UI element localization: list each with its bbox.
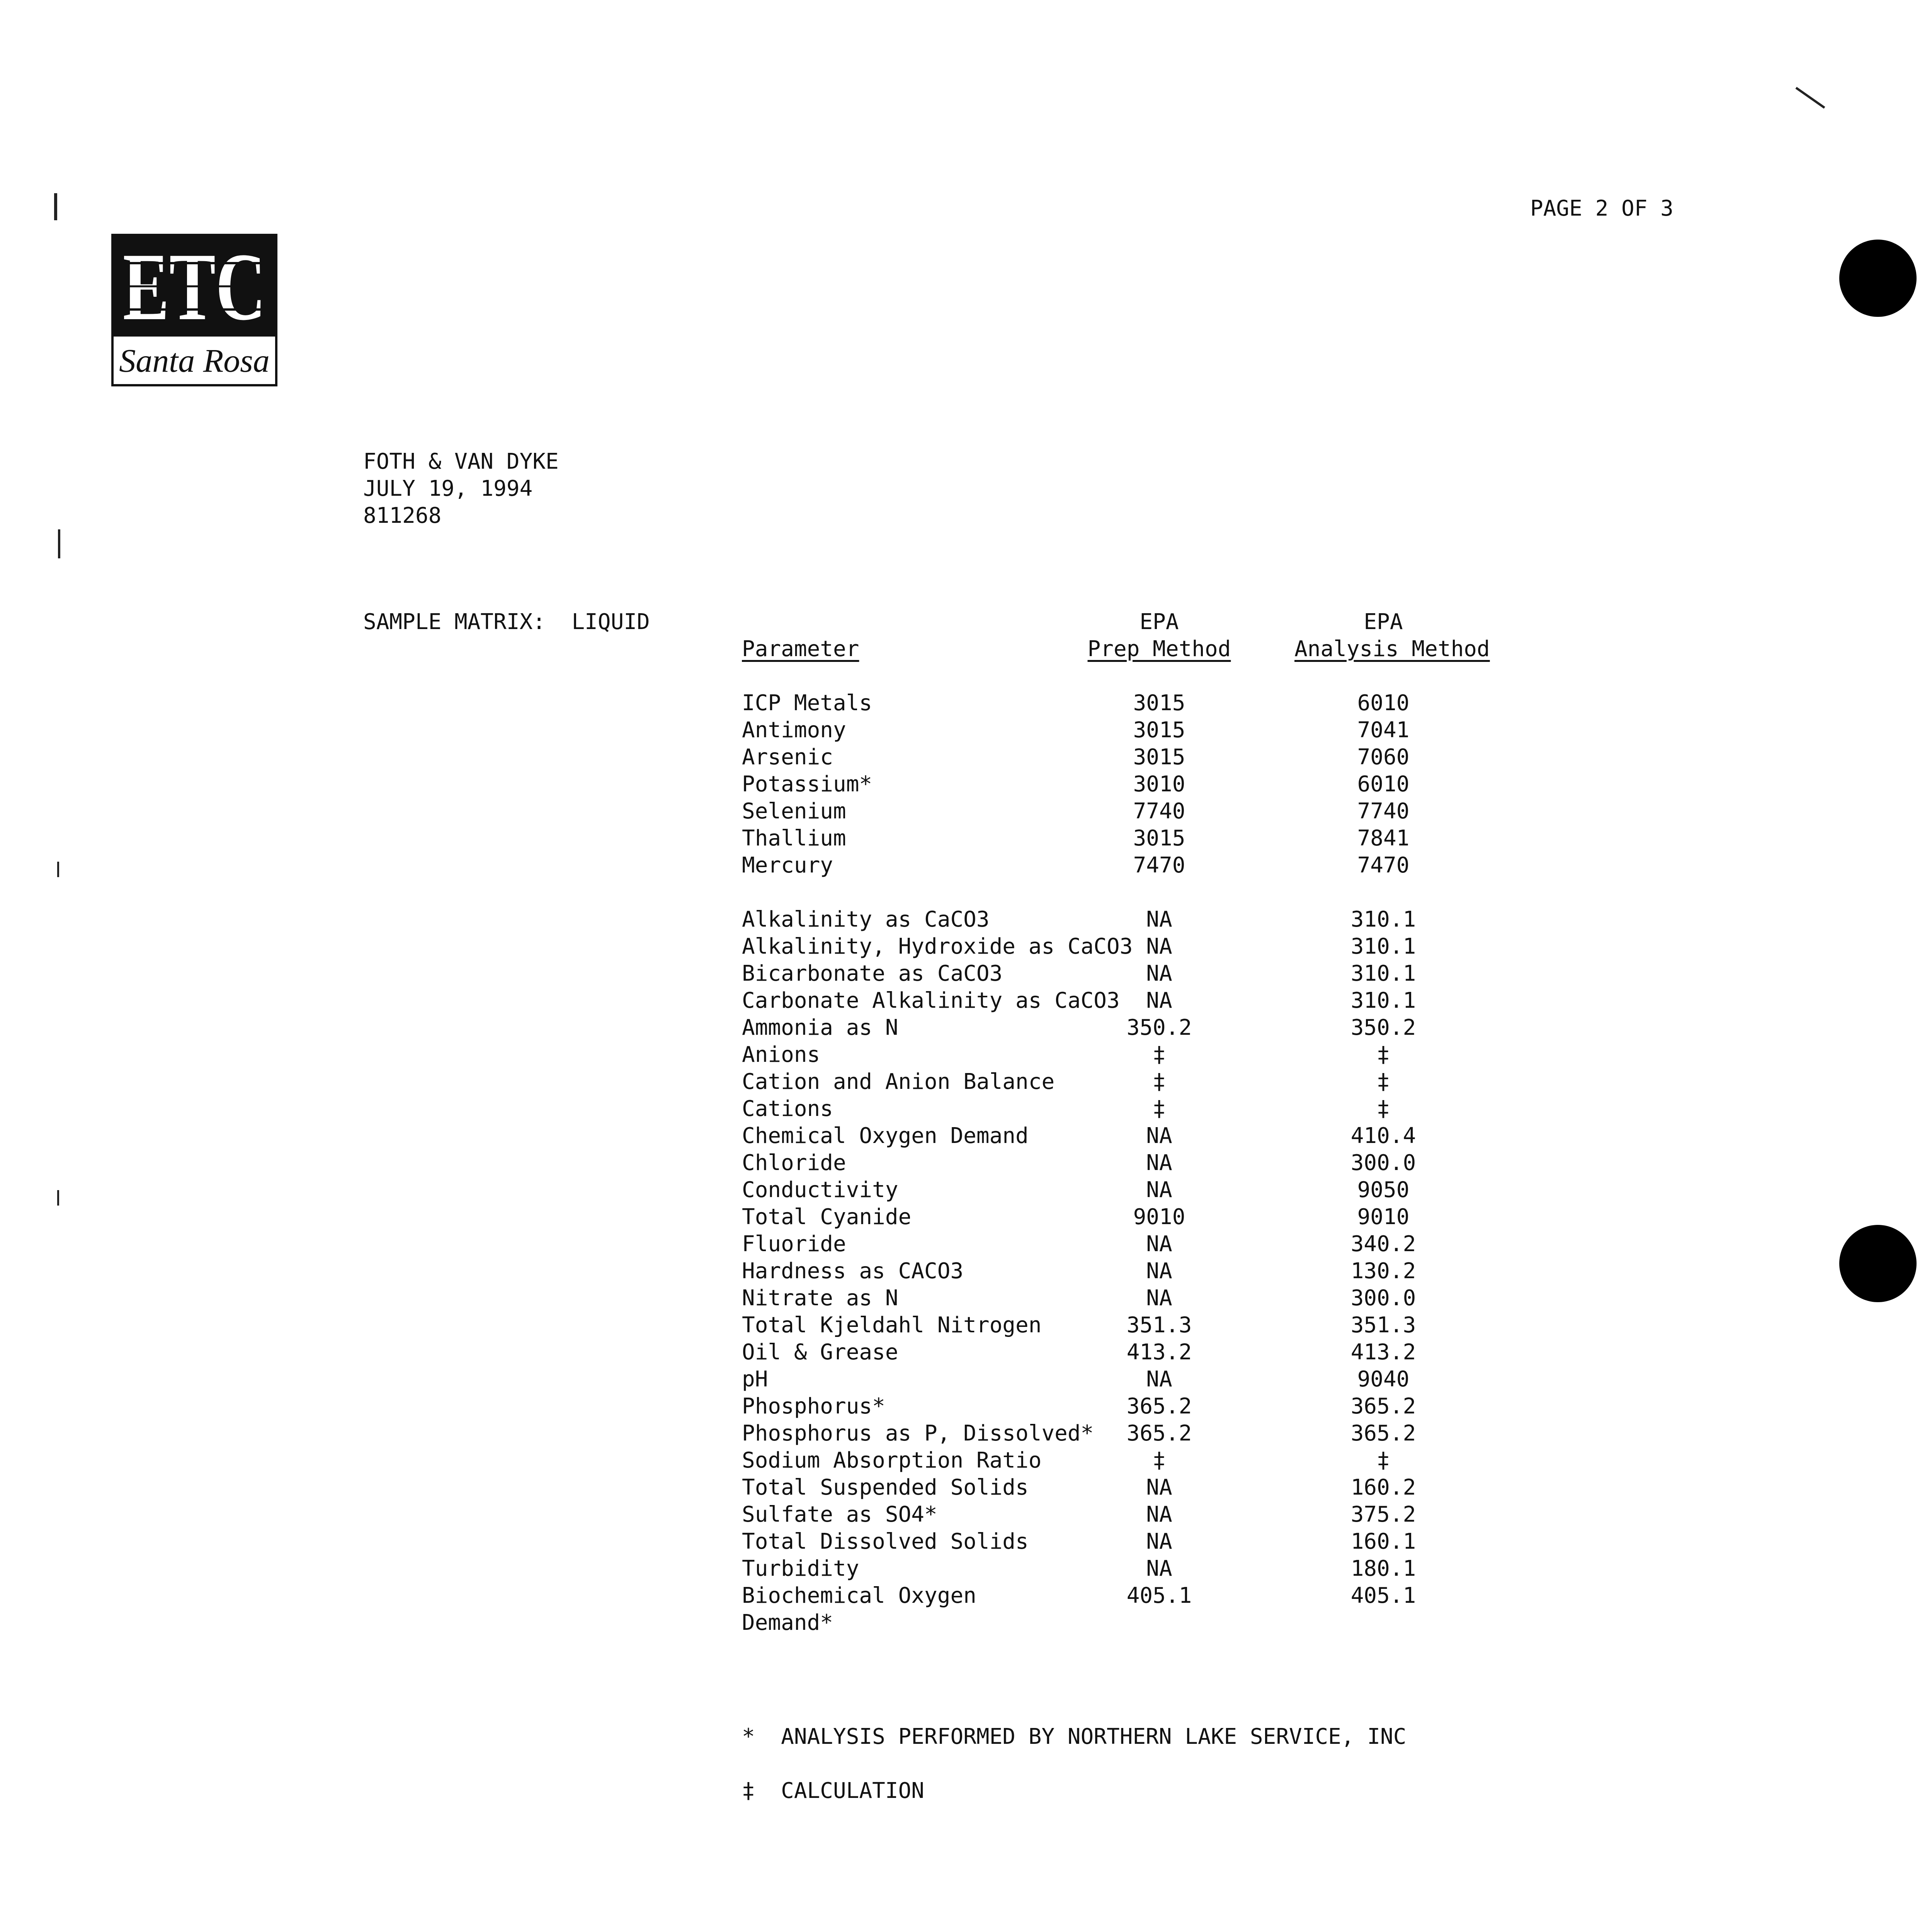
row-prep-method: NA <box>1146 1502 1172 1527</box>
row-parameter: Total Cyanide <box>742 1204 912 1230</box>
footnote-symbol: ‡ <box>742 1778 755 1803</box>
row-prep-method: NA <box>1146 988 1172 1013</box>
row-parameter: Hardness as CACO3 <box>742 1259 964 1284</box>
row-analysis-method: 375.2 <box>1350 1502 1416 1527</box>
row-parameter: Total Suspended Solids <box>742 1475 1029 1500</box>
row-analysis-method: 7060 <box>1357 745 1410 770</box>
row-analysis-method: 300.0 <box>1350 1150 1416 1175</box>
row-analysis-method: ‡ <box>1377 1096 1390 1121</box>
logo-letters <box>117 233 272 340</box>
row-parameter: Nitrate as N <box>742 1286 898 1311</box>
row-prep-method: ‡ <box>1153 1042 1166 1067</box>
row-parameter: Potassium* <box>742 772 872 797</box>
row-parameter: Demand* <box>742 1610 833 1635</box>
row-prep-method: 3015 <box>1133 690 1185 716</box>
parameter-header: Parameter <box>742 636 859 662</box>
row-parameter: Turbidity <box>742 1556 859 1581</box>
footnote-text: ANALYSIS PERFORMED BY NORTHERN LAKE SERVICE, INC <box>781 1724 1406 1749</box>
row-analysis-method: 413.2 <box>1350 1340 1416 1365</box>
client-name: FOTH & VAN DYKE <box>363 449 559 474</box>
footnote-symbol: * <box>742 1724 755 1749</box>
logo-mark <box>114 233 275 340</box>
row-parameter: Bicarbonate as CaCO3 <box>742 961 1003 986</box>
row-prep-method: NA <box>1146 1259 1172 1284</box>
row-analysis-method: 6010 <box>1357 772 1410 797</box>
row-analysis-method: 350.2 <box>1350 1015 1416 1040</box>
row-analysis-method: 7470 <box>1357 853 1410 878</box>
footnote-text: CALCULATION <box>781 1778 925 1803</box>
sample-matrix <box>363 609 650 636</box>
row-prep-method: NA <box>1146 1123 1172 1148</box>
row-analysis-method: 351.3 <box>1350 1313 1416 1338</box>
row-parameter: Ammonia as N <box>742 1015 898 1040</box>
row-parameter: Cation and Anion Balance <box>742 1069 1055 1094</box>
row-parameter: Phosphorus as P, Dissolved* <box>742 1421 1094 1446</box>
footnote-calculation <box>742 1777 1406 1804</box>
prep-header-top: EPA <box>1139 609 1179 634</box>
row-parameter: Antimony <box>742 718 846 743</box>
footnote-asterisk <box>742 1723 1406 1750</box>
row-parameter: pH <box>742 1367 768 1392</box>
punch-hole <box>1839 240 1917 317</box>
row-parameter: Thallium <box>742 826 846 851</box>
row-prep-method: 350.2 <box>1126 1015 1192 1040</box>
row-prep-method: NA <box>1146 961 1172 986</box>
client-block <box>363 448 559 529</box>
scan-mark <box>57 1190 59 1206</box>
row-analysis-method: ‡ <box>1377 1448 1390 1473</box>
row-parameter: Total Kjeldahl Nitrogen <box>742 1313 1042 1338</box>
row-analysis-method: 130.2 <box>1350 1259 1416 1284</box>
analysis-header-top: EPA <box>1364 609 1403 634</box>
row-parameter: Alkalinity, Hydroxide as CaCO3 <box>742 934 1133 959</box>
row-prep-method: 365.2 <box>1126 1421 1192 1446</box>
analysis-header: Analysis Method <box>1294 636 1490 662</box>
logo-main-text: ETC <box>123 233 266 340</box>
row-prep-method: 365.2 <box>1126 1394 1192 1419</box>
row-analysis-method: 340.2 <box>1350 1231 1416 1257</box>
row-parameter: Arsenic <box>742 745 833 770</box>
row-parameter: Biochemical Oxygen <box>742 1583 976 1608</box>
row-prep-method: NA <box>1146 1475 1172 1500</box>
footnotes <box>742 1723 1406 1832</box>
row-analysis-method: 180.1 <box>1350 1556 1416 1581</box>
row-prep-method: NA <box>1146 1177 1172 1202</box>
row-analysis-method: 405.1 <box>1350 1583 1416 1608</box>
scan-mark <box>54 193 57 220</box>
row-analysis-method: 9010 <box>1357 1204 1410 1230</box>
row-analysis-method: 365.2 <box>1350 1394 1416 1419</box>
row-parameter: Fluoride <box>742 1231 846 1257</box>
row-parameter: Total Dissolved Solids <box>742 1529 1029 1554</box>
row-analysis-method: 7740 <box>1357 799 1410 824</box>
row-analysis-method: 310.1 <box>1350 907 1416 932</box>
row-parameter: Sulfate as SO4* <box>742 1502 937 1527</box>
row-analysis-method: 160.2 <box>1350 1475 1416 1500</box>
row-prep-method: 405.1 <box>1126 1583 1192 1608</box>
row-prep-method: NA <box>1146 1286 1172 1311</box>
row-parameter: Anions <box>742 1042 820 1067</box>
row-parameter: Phosphorus* <box>742 1394 885 1419</box>
row-prep-method: ‡ <box>1153 1069 1166 1094</box>
report-date: JULY 19, 1994 <box>363 476 533 501</box>
row-analysis-method: 7041 <box>1357 718 1410 743</box>
row-parameter: Oil & Grease <box>742 1340 898 1365</box>
row-analysis-method: 310.1 <box>1350 934 1416 959</box>
row-parameter: Selenium <box>742 799 846 824</box>
row-prep-method: 351.3 <box>1126 1313 1192 1338</box>
row-parameter: Alkalinity as CaCO3 <box>742 907 990 932</box>
row-analysis-method: ‡ <box>1377 1069 1390 1094</box>
row-analysis-method: 365.2 <box>1350 1421 1416 1446</box>
row-prep-method: NA <box>1146 1150 1172 1175</box>
scan-mark <box>1795 87 1825 109</box>
page-number: PAGE 2 OF 3 <box>1530 196 1673 221</box>
scan-mark <box>57 862 59 877</box>
etc-logo <box>111 234 277 386</box>
row-analysis-method: 410.4 <box>1350 1123 1416 1148</box>
row-analysis-method: 7841 <box>1357 826 1410 851</box>
row-prep-method: ‡ <box>1153 1448 1166 1473</box>
row-analysis-method: ‡ <box>1377 1042 1390 1067</box>
row-parameter: Chloride <box>742 1150 846 1175</box>
row-parameter: Carbonate Alkalinity as CaCO3 <box>742 988 1120 1013</box>
row-analysis-method: 300.0 <box>1350 1286 1416 1311</box>
row-analysis-method: 310.1 <box>1350 988 1416 1013</box>
row-prep-method: 3010 <box>1133 772 1185 797</box>
punch-hole <box>1839 1225 1917 1302</box>
row-analysis-method: 160.1 <box>1350 1529 1416 1554</box>
report-id: 811268 <box>363 503 442 528</box>
row-prep-method: NA <box>1146 907 1172 932</box>
row-analysis-method: 9050 <box>1357 1177 1410 1202</box>
prep-header: Prep Method <box>1087 636 1231 662</box>
row-parameter: Sodium Absorption Ratio <box>742 1448 1042 1473</box>
row-prep-method: ‡ <box>1153 1096 1166 1121</box>
row-parameter: Mercury <box>742 853 833 878</box>
row-parameter: Chemical Oxygen Demand <box>742 1123 1029 1148</box>
scan-mark <box>58 529 60 558</box>
row-prep-method: NA <box>1146 1367 1172 1392</box>
row-prep-method: NA <box>1146 1231 1172 1257</box>
row-parameter: Conductivity <box>742 1177 898 1202</box>
row-parameter: Cations <box>742 1096 833 1121</box>
row-parameter: ICP Metals <box>742 690 872 716</box>
row-prep-method: 9010 <box>1133 1204 1185 1230</box>
row-prep-method: 413.2 <box>1126 1340 1192 1365</box>
row-prep-method: 3015 <box>1133 745 1185 770</box>
row-prep-method: 3015 <box>1133 826 1185 851</box>
row-prep-method: NA <box>1146 1556 1172 1581</box>
row-prep-method: 7470 <box>1133 853 1185 878</box>
row-prep-method: NA <box>1146 1529 1172 1554</box>
sample-matrix-value: LIQUID <box>571 609 650 634</box>
logo-sub-text: Santa Rosa <box>119 342 270 379</box>
row-prep-method: 3015 <box>1133 718 1185 743</box>
row-prep-method: NA <box>1146 934 1172 959</box>
row-prep-method: 7740 <box>1133 799 1185 824</box>
row-analysis-method: 6010 <box>1357 690 1410 716</box>
sample-matrix-label: SAMPLE MATRIX: <box>363 609 546 634</box>
row-analysis-method: 9040 <box>1357 1367 1410 1392</box>
row-analysis-method: 310.1 <box>1350 961 1416 986</box>
